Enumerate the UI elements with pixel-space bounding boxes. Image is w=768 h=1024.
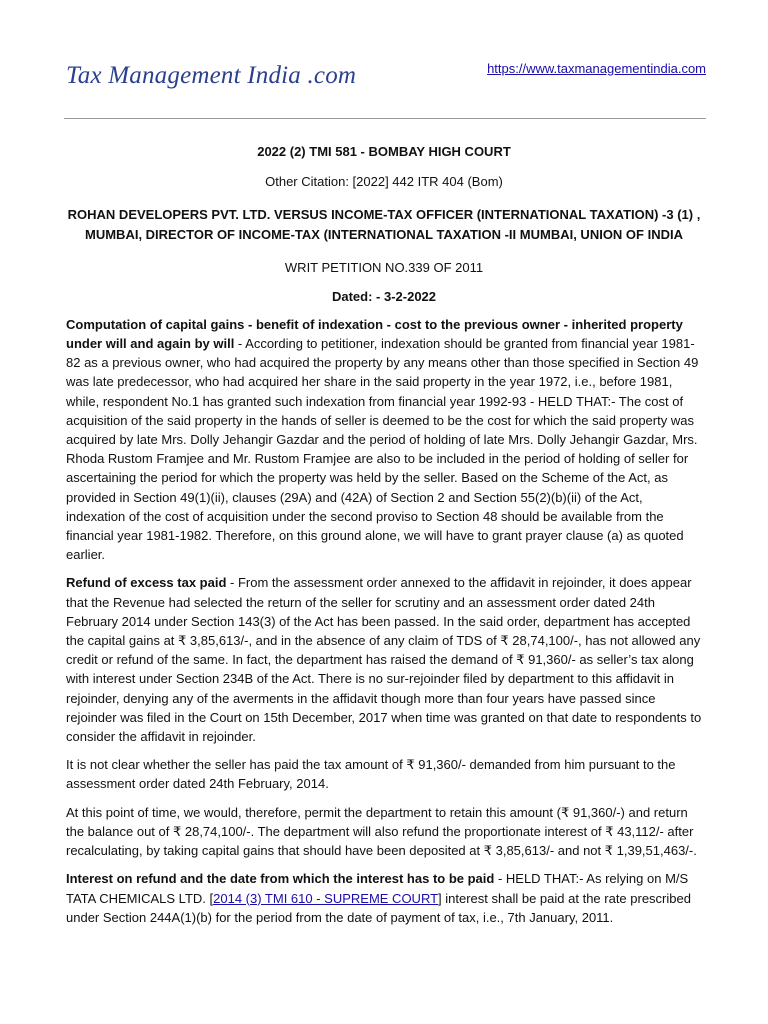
- site-url-link[interactable]: https://www.taxmanagementindia.com: [487, 61, 706, 76]
- paragraph-text: At this point of time, we would, therefore, permit the department to retain this amount (₹ 91,360/-) and return the balance out of ₹ 28,74,100/-. The department will also refund the proportionate interest of ₹ 43,112/- after recalculating, by taking capital gains that should have been deposited at ₹ 3,85,613/- and not ₹ 1,39,51,463/-.: [66, 804, 697, 859]
- paragraph-text: It is not clear whether the seller has paid the tax amount of ₹ 91,360/- demanded from him pursuant to the assessment order dated 24th February, 2014.: [66, 757, 676, 792]
- paragraph-heading: Computation of capital gains - benefit of indexation - cost to the previous owner - inherited property under will and again by will: [66, 316, 683, 352]
- judgment-date: Dated: - 3-2-2022: [331, 288, 437, 304]
- paragraph-text: - According to petitioner, indexation should be granted from financial year 1981-82 as a previous owner, who had acquired the property by any means other than those specified in Section 49 was late predecessor, who had acquired her share in the said property in the year 1972, i.e., before 1981, while, respondent No.1 has granted such indexation from financial year 1992-93 - HELD THAT:- The cost of acquisition of the said property in the hands of seller is deemed to be the cost for which the said property was acquired by late Mrs. Dolly Jehangir Gazdar and the period of holding of late Mrs. Dolly Jehangir Gazdar, Mrs. Rhoda Rustom Framjee and Mr. Rustom Framjee are also to be included in the period of holding of seller for ascertaining the period for which the property was held by the seller. Based on the Scheme of the Act, as provided in Section 49(1)(ii), clauses (29A) and (42A) of Section 2 and Section 55(2)(b)(ii) of the Act, indexation of the cost of acquisition under the second proviso to Section 48 should be available from the financial year 1981-1982. Therefore, on this ground alone, we will have to grant prayer clause (a) as quoted earlier.: [66, 336, 699, 563]
- paragraph-text: - From the assessment order annexed to the affidavit in rejoinder, it does appear that the Revenue had selected the return of the seller for scrutiny and an assessment order dated 24th February 2014 under Section 143(3) of the Act has been passed. In the said order, department has accepted the capital gains at ₹ 3,85,613/-, and in the absence of any claim of TDS of ₹ 28,74,100/-, has not allowed any credit or refund of the same. In fact, the department has raised the demand of ₹ 91,360/- as seller’s tax along with interest under Section 234B of the Act. There is no sur-rejoinder filed by department to this affidavit in rejoinder, denying any of the averments in the affidavit though more than four years have passed since rejoinder was filed in the Court on 15th December, 2017 when time was granted on that date to respondents to consider the affidavit in rejoinder.: [66, 575, 702, 745]
- paragraph-heading: Refund of excess tax paid: [66, 575, 227, 591]
- paragraph-tax-paid: [66, 755, 702, 793]
- paragraph-heading: Interest on refund and the date from which the interest has to be paid: [66, 871, 495, 887]
- paragraph-text: - HELD THAT:- As relying on M/S TATA CHEMICALS LTD. [: [66, 871, 689, 906]
- writ-petition-number: WRIT PETITION NO.339 OF 2011: [284, 260, 484, 276]
- other-citation: Other Citation: [2022] 442 ITR 404 (Bom): [265, 174, 503, 190]
- paragraph-retain-amount: [66, 803, 702, 861]
- case-citation: 2022 (2) TMI 581 - BOMBAY HIGH COURT: [257, 144, 511, 159]
- paragraph-interest: [66, 869, 702, 927]
- site-logo: Tax Management India .com: [66, 62, 357, 89]
- case-parties: ROHAN DEVELOPERS PVT. LTD. VERSUS INCOME-TAX OFFICER (INTERNATIONAL TAXATION) -3 (1) , MUMBAI, DIRECTOR OF INCOME-TAX (INTERNATIONAL TAXATION -II MUMBAI, UNION OF INDIA: [67, 207, 701, 242]
- header-divider: [64, 118, 706, 119]
- paragraph-capital-gains: [66, 315, 702, 565]
- citation-link[interactable]: 2014 (3) TMI 610 - SUPREME COURT: [213, 890, 439, 906]
- judgment-content: [66, 142, 702, 927]
- paragraph-text: ] interest shall be paid at the rate prescribed under Section 244A(1)(b) for the period from the date of payment of tax, i.e., 7th January, 2011.: [66, 890, 691, 925]
- paragraph-refund: [66, 573, 702, 746]
